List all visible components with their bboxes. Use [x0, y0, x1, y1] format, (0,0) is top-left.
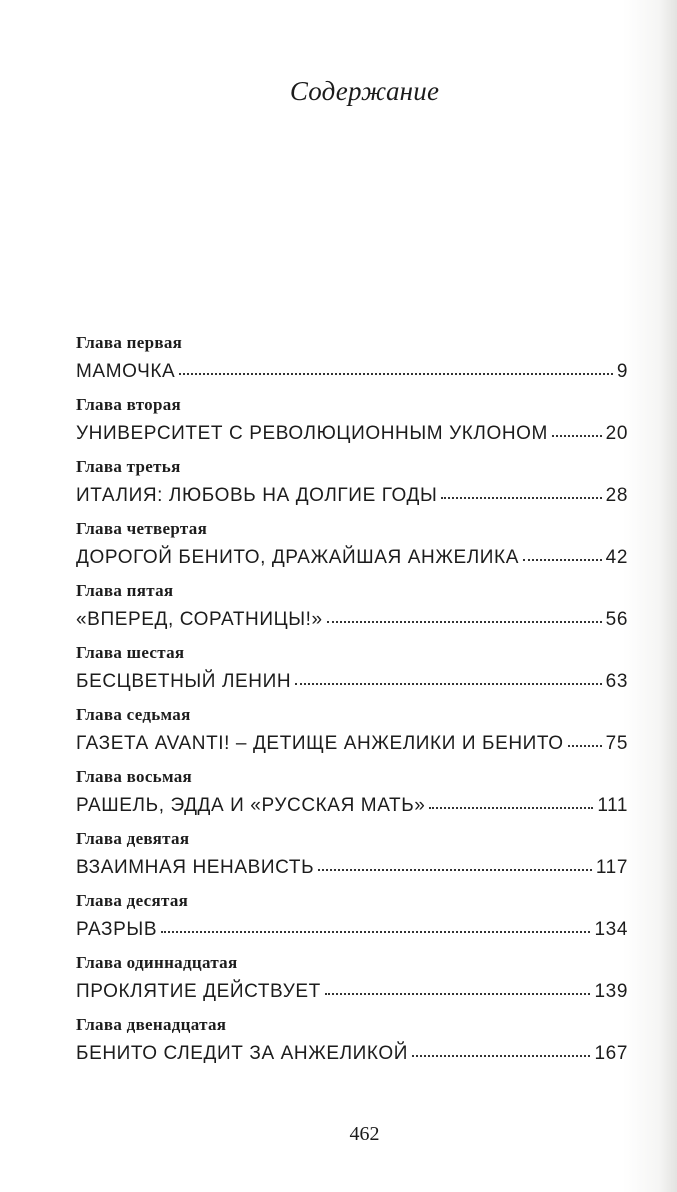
chapter-page: 20: [605, 423, 628, 444]
chapter-page: 42: [605, 547, 628, 568]
chapter-label: Глава девятая: [76, 829, 190, 848]
chapter-title: БЕСЦВЕТНЫЙ ЛЕНИН: [76, 671, 292, 692]
chapter-title: БЕНИТО СЛЕДИТ ЗА АНЖЕЛИКОЙ: [76, 1043, 409, 1064]
contents-heading: Содержание: [289, 76, 440, 106]
chapter-label: Глава шестая: [76, 643, 185, 662]
chapter-line: [76, 671, 628, 693]
dot-leader: [552, 432, 602, 437]
dot-leader: [429, 804, 593, 809]
chapter-page: 56: [605, 609, 628, 630]
chapter-page: 9: [616, 361, 628, 382]
chapter-label: Глава первая: [76, 333, 183, 352]
chapter-title: «ВПЕРЕД, СОРАТНИЦЫ!»: [76, 609, 323, 630]
chapter-label: Глава пятая: [76, 581, 174, 600]
chapter-label: Глава седьмая: [76, 705, 191, 724]
chapter-page: 75: [605, 733, 628, 754]
chapter-line: [76, 857, 628, 879]
dot-leader: [441, 494, 601, 499]
dot-leader: [161, 928, 590, 933]
chapter-label: Глава третья: [76, 457, 181, 476]
dot-leader: [318, 866, 592, 871]
chapter-page: 134: [594, 919, 628, 940]
chapter-label: Глава одиннадцатая: [76, 953, 238, 972]
dot-leader: [295, 680, 601, 685]
chapter-line: [76, 361, 628, 383]
chapter-line: [76, 1043, 628, 1065]
chapter-title: ВЗАИМНАЯ НЕНАВИСТЬ: [76, 857, 315, 878]
chapter-title: ПРОКЛЯТИЕ ДЕЙСТВУЕТ: [76, 981, 321, 1002]
page-number: 462: [349, 1123, 380, 1145]
chapter-line: [76, 733, 628, 755]
chapter-line: [76, 795, 628, 817]
chapter-page: 117: [595, 857, 628, 878]
dot-leader: [179, 370, 613, 375]
page-edge-shadow: [659, 0, 677, 1192]
chapter-label: Глава четвертая: [76, 519, 208, 538]
chapter-title: РАШЕЛЬ, ЭДДА И «РУССКАЯ МАТЬ»: [76, 795, 426, 816]
chapter-line: [76, 547, 628, 569]
chapter-title: МАМОЧКА: [76, 361, 176, 382]
chapter-label: Глава восьмая: [76, 767, 193, 786]
chapter-label: Глава десятая: [76, 891, 189, 910]
chapter-page: 111: [597, 795, 628, 816]
chapter-line: [76, 485, 628, 507]
chapter-line: [76, 919, 628, 941]
dot-leader: [325, 990, 591, 995]
dot-leader: [327, 618, 602, 623]
chapter-page: 167: [594, 1043, 628, 1064]
chapter-page: 63: [605, 671, 628, 692]
chapter-line: [76, 609, 628, 631]
chapter-label: Глава двенадцатая: [76, 1015, 227, 1034]
chapter-label: Глава вторая: [76, 395, 182, 414]
chapter-title: ДОРОГОЙ БЕНИТО, ДРАЖАЙШАЯ АНЖЕЛИКА: [76, 547, 520, 568]
chapter-title: РАЗРЫВ: [76, 919, 158, 940]
chapter-title: УНИВЕРСИТЕТ С РЕВОЛЮЦИОННЫМ УКЛОНОМ: [76, 423, 548, 444]
chapter-title: ИТАЛИЯ: ЛЮБОВЬ НА ДОЛГИЕ ГОДЫ: [76, 485, 438, 506]
chapter-title: ГАЗЕТА AVANTI! – ДЕТИЩЕ АНЖЕЛИКИ И БЕНИТО: [76, 733, 564, 754]
chapter-page: 139: [594, 981, 628, 1002]
dot-leader: [412, 1052, 590, 1057]
chapter-page: 28: [605, 485, 628, 506]
dot-leader: [523, 556, 602, 561]
chapter-line: [76, 423, 628, 445]
dot-leader: [568, 742, 602, 747]
chapter-line: [76, 981, 628, 1003]
